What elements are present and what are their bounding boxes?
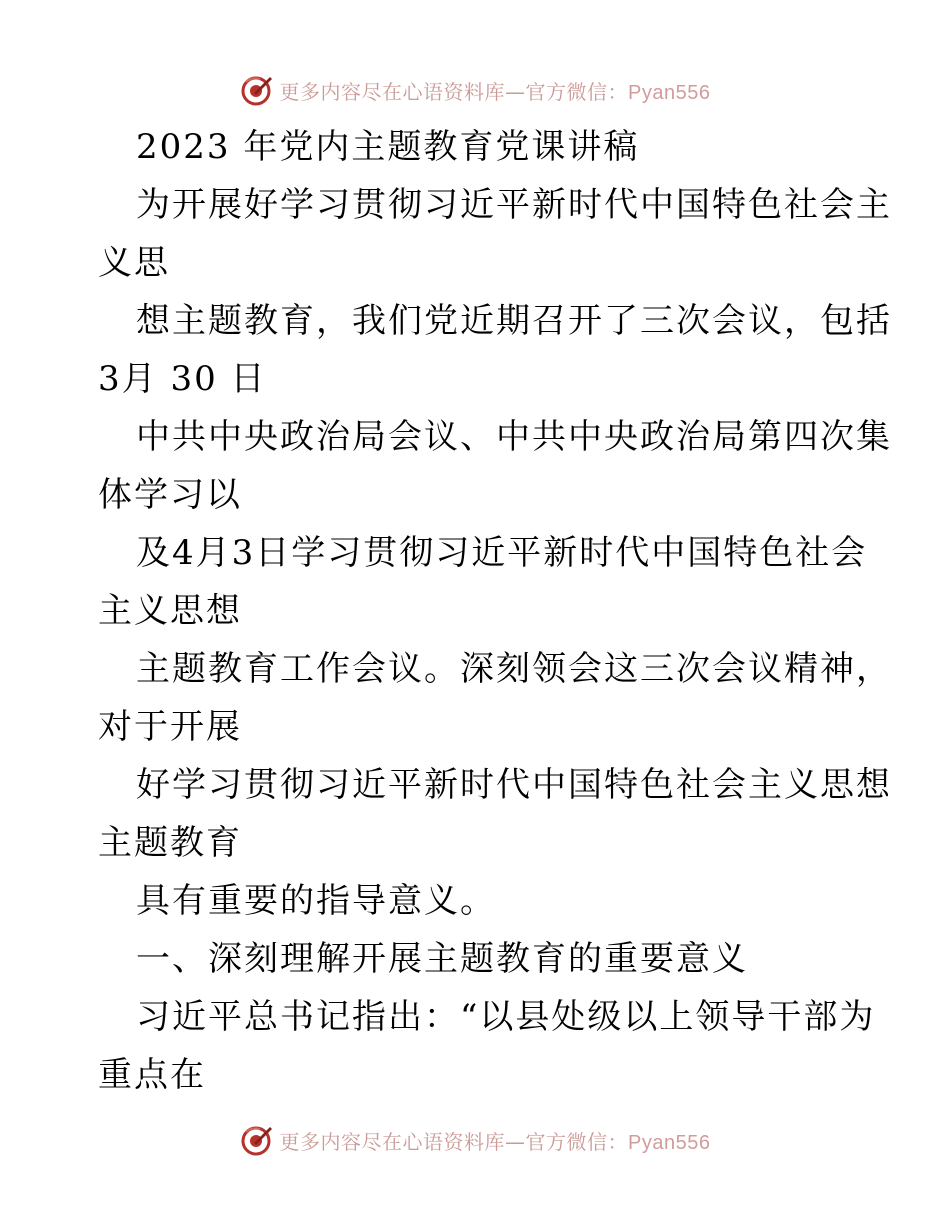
text-line: 想主题教育，我们党近期召开了三次会议，包括 <box>136 301 892 341</box>
text-line: 2023 年党内主题教育党课讲稿 <box>136 127 640 167</box>
text-line: 习近平总书记指出：“以县处级以上领导干部为 <box>136 997 876 1037</box>
text-line: 主义思想 <box>98 591 242 631</box>
text-line: 为开展好学习贯彻习近平新时代中国特色社会主 <box>136 185 892 225</box>
banner-wechat-id: Pyan556 <box>628 81 711 104</box>
text-line: 中共中央政治局会议、中共中央政治局第四次集 <box>136 417 892 457</box>
header-banner <box>0 70 950 110</box>
text-line: 对于开展 <box>98 707 242 747</box>
text-line: 义思 <box>98 243 170 283</box>
text-line: 好学习贯彻习近平新时代中国特色社会主义思想 <box>136 765 892 805</box>
banner-main-text: 更多内容尽在心语资料库 <box>279 1129 506 1154</box>
banner-wechat-id: Pyan556 <box>628 1131 711 1154</box>
text-line: 具有重要的指导意义。 <box>136 881 496 921</box>
banner-dash: — <box>505 1129 526 1154</box>
text-line: 体学习以 <box>98 475 242 515</box>
document-body <box>98 118 892 1104</box>
banner-wechat-label: 官方微信： <box>525 79 629 104</box>
banner-dash: — <box>505 79 526 104</box>
banner-text <box>280 76 711 105</box>
text-line: 及4月3日学习贯彻习近平新时代中国特色社会 <box>136 533 868 573</box>
text-line: 3月 30 日 <box>98 359 267 399</box>
banner-wechat-label: 官方微信： <box>525 1129 629 1154</box>
brand-logo-icon <box>240 1123 274 1157</box>
text-line: 主题教育工作会议。深刻领会这三次会议精神， <box>136 649 892 689</box>
banner-text <box>280 1126 711 1155</box>
brand-logo-icon <box>240 73 274 107</box>
text-line: 主题教育 <box>98 823 242 863</box>
footer-banner <box>0 1120 950 1160</box>
text-line: 重点在 <box>98 1055 206 1095</box>
banner-main-text: 更多内容尽在心语资料库 <box>279 79 506 104</box>
text-line: 一、深刻理解开展主题教育的重要意义 <box>136 939 748 979</box>
